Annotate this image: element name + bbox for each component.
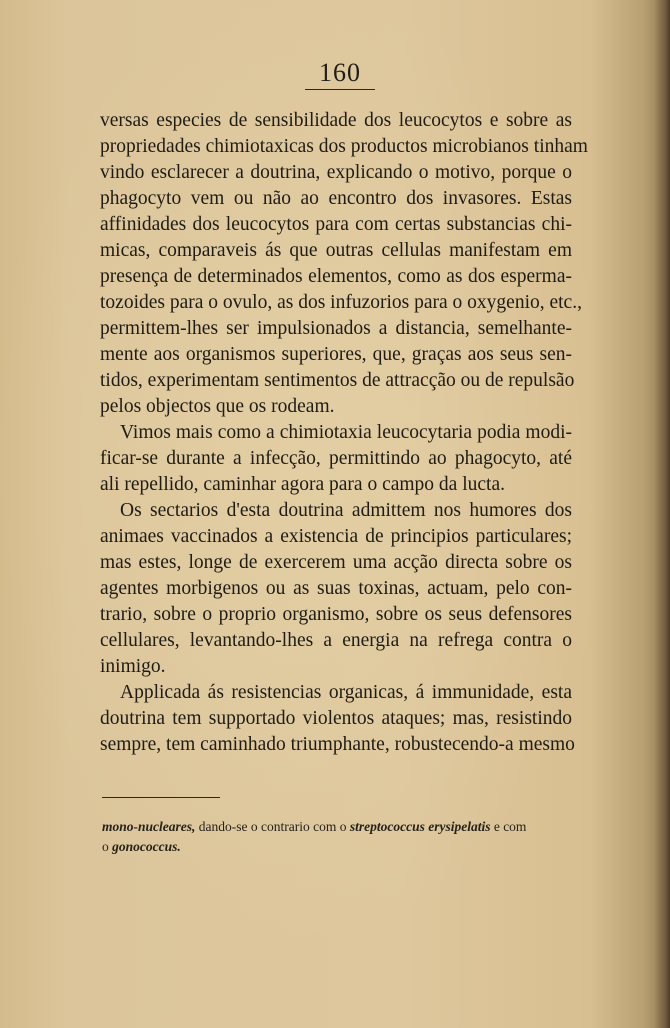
text-line: tidos, experimentam sentimentos de attracção ou de repulsão — [100, 370, 575, 391]
footnote-italic-term: gonococcus. — [112, 839, 181, 854]
text-line: pelos objectos que os rodeam. — [100, 396, 335, 417]
footnote — [102, 817, 572, 857]
text-line: presença de determinados elementos, como as dos esperma- — [100, 266, 572, 287]
text-line: phagocyto vem ou não ao encontro dos invasores. Estas — [100, 188, 572, 209]
body-text — [100, 108, 588, 758]
text-line: micas, comparaveis ás que outras cellulas manifestam em — [100, 240, 572, 261]
footnote-rule — [102, 797, 220, 798]
text-line: Vimos mais como a chimiotaxia leucocytaria podia modi- — [120, 422, 572, 443]
text-line: mas estes, longe de exercerem uma acção directa sobre os — [100, 552, 572, 573]
text-line: agentes morbigenos ou as suas toxinas, actuam, pelo con- — [100, 578, 572, 599]
text-line: vindo esclarecer a doutrina, explicando o motivo, porque o — [100, 162, 572, 183]
text-line: versas especies de sensibilidade dos leucocytos e sobre as — [100, 110, 572, 131]
footnote-line — [102, 817, 572, 837]
footnote-text: dando-se o contrario com o — [195, 819, 350, 834]
footnote-italic-term: streptococcus erysipelatis — [349, 819, 491, 834]
text-line: inimigo. — [100, 656, 166, 677]
page-edge-shadow — [654, 0, 670, 1028]
text-line: doutrina tem supportado violentos ataques; mas, resistindo — [100, 708, 572, 729]
text-line: propriedades chimiotaxicas dos productos microbianos tinham — [100, 136, 588, 157]
text-line: mente aos organismos superiores, que, graças aos seus sen- — [100, 344, 572, 365]
footnote-text: e com — [490, 819, 527, 834]
text-line: animaes vaccinados a existencia de principios particulares; — [100, 526, 572, 547]
text-line: ali repellido, caminhar agora para o campo da lucta. — [100, 474, 505, 495]
page-number-rule — [305, 89, 375, 90]
text-line: cellulares, levantando-lhes a energia na refrega contra o — [100, 630, 572, 651]
text-line: affinidades dos leucocytos para com certas substancias chi- — [100, 214, 572, 235]
page-number: 160 — [319, 58, 361, 87]
footnote-text: o — [102, 839, 113, 854]
text-line: tozoides para o ovulo, as dos infuzorios para o oxygenio, etc., — [100, 292, 582, 313]
text-line: trario, sobre o proprio organismo, sobre os seus defensores — [100, 604, 572, 625]
text-line: Applicada ás resistencias organicas, á immunidade, esta — [120, 682, 572, 703]
text-line: Os sectarios d'esta doutrina admittem nos humores dos — [120, 500, 572, 521]
text-line: permittem-lhes ser impulsionados a distancia, semelhante- — [100, 318, 572, 339]
text-line: sempre, tem caminhado triumphante, robustecendo-a mesmo — [100, 734, 575, 755]
text-line: ficar-se durante a infecção, permittindo ao phagocyto, até — [100, 448, 572, 469]
footnote-line — [102, 837, 572, 857]
footnote-italic-term: mono-nucleares, — [102, 819, 196, 834]
